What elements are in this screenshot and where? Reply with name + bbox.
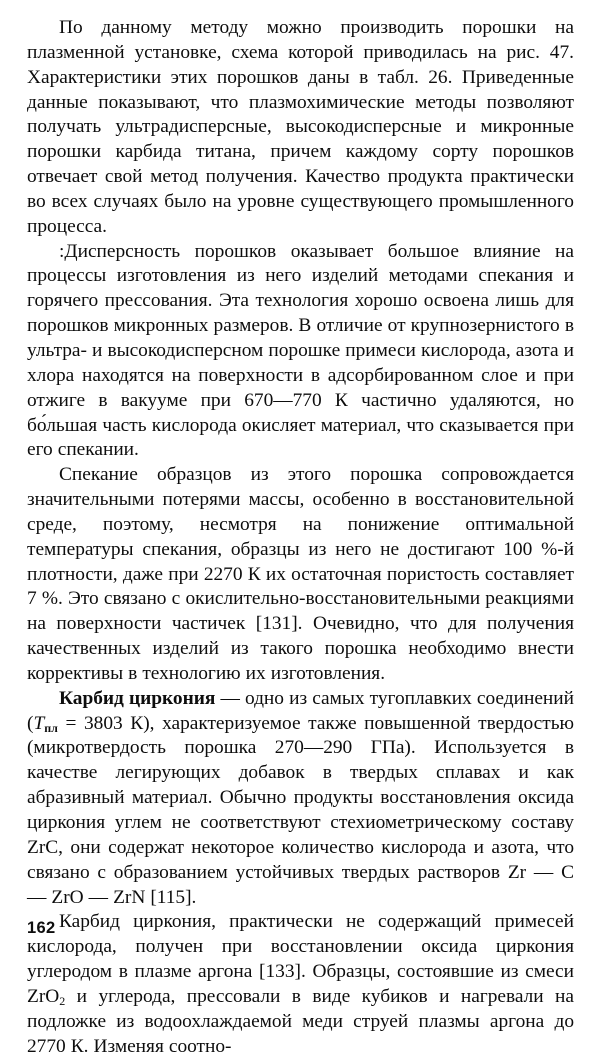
paragraph-4 — [27, 687, 574, 911]
paragraph-5-text-part-2: и углерода, прессовали в виде кубиков и нагревали на подложке из водоохлаждаемой меди струей плазмы аргона до 2770 К. Изменяя соотно- — [27, 985, 574, 1057]
melting-point-symbol: T — [33, 712, 45, 734]
paragraph-3: Спекание образцов из этого порошка сопровождается значительными потерями массы, особенно в восстановительной среде, поэтому, несмотря на понижение оптимальной температуры спекания, образцы из него не достигают 100 %-й плотности, даже при 2270 К их остаточная пористость составляет 7 %. Это связано с окислительно-восстановительными реакциями на поверхности частичек [131]. Очевидно, что для получения качественных изделий из такого порошка необходимо внести коррективы в технологию их изготовления. — [27, 464, 574, 684]
paragraph-5-text-part-1: Карбид циркония, практически не содержащий примесей кислорода, получен при восстановлении оксида циркония углеродом в плазме аргона [133]. Образцы, состоявшие из смеси ZrO — [27, 911, 574, 1007]
paragraph-5 — [27, 910, 574, 1059]
text-column — [27, 16, 574, 1059]
zirconium-dioxide-subscript: 2 — [59, 993, 66, 1008]
paragraph-2-lead-mark: : — [59, 240, 65, 262]
melting-point-subscript: пл — [44, 720, 58, 735]
paragraph-1: По данному методу можно производить порошки на плазменной установке, схема которой приводилась на рис. 47. Характеристики этих порошков даны в табл. 26. Приведенные данные показывают, что плазмохимические методы позволяют получать ультрадисперсные, высокодисперсные и микронные порошки карбида титана, причем каждому сорту порошков отвечает свой метод получения. Качество продукта практически во всех случаях было на уровне существующего промышленного процесса. — [27, 17, 574, 237]
paragraph-2 — [27, 240, 574, 464]
page-number: 162 — [27, 919, 56, 937]
paragraph-2-text: Дисперсность порошков оказывает большое влияние на процессы изготовления из него изделий методами спекания и горячего прессования. Эта технология хорошо освоена лишь для порошков микронных размеров. В отличие от крупнозернистого в ультра- и высокодисперсном порошке примеси кислорода, азота и хлора находятся на поверхности в адсорбированном слое и при отжиге в вакууме при 670—770 К частично удаляются, но бо́льшая часть кислорода окисляет материал, что сказывается при его спекании. — [27, 240, 574, 461]
paragraph-4-text-part-2: = 3803 К), характеризуемое также повышенной твердостью (микротвердость порошка 270—290 ГПа). Используется в качестве легирующих добавок в твердых сплавах и как абразивный материал. Обычно продукты восстановления оксида циркония углем не соответствуют стехиометрическому составу ZrC, они содержат некоторое количество кислорода и азота, что связано с образованием устойчивых твердых растворов Zr — C — ZrO — ZrN [115]. — [27, 712, 574, 908]
paragraph-4-text-part-1: — одно из самых тугоплавких соединений ( — [27, 687, 574, 734]
run-in-heading-zirconium-carbide: Карбид циркония — [59, 687, 216, 709]
